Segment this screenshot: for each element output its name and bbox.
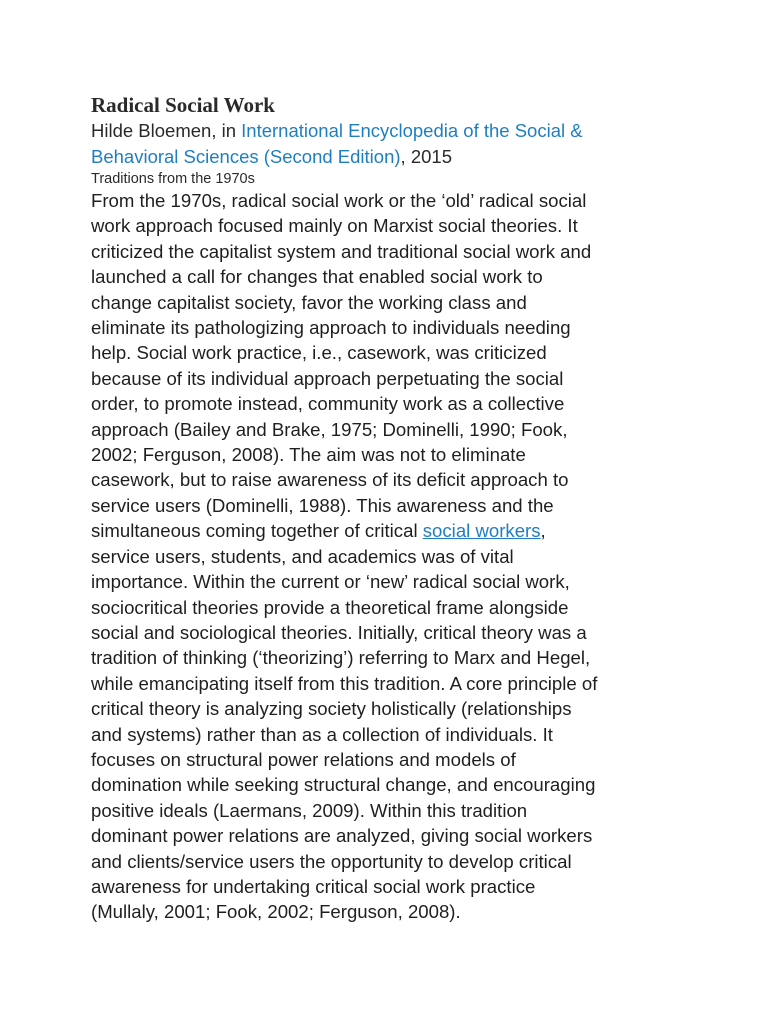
body-line: service users (Dominelli, 1988). This awareness and the: [91, 494, 554, 516]
body-line: focuses on structural power relations and models of: [91, 748, 516, 770]
body-line: approach (Bailey and Brake, 1975; Dominelli, 1990; Fook,: [91, 418, 568, 440]
body-line: awareness for undertaking critical social work practice: [91, 875, 536, 897]
article: [91, 92, 691, 925]
body-line: because of its individual approach perpetuating the social: [91, 367, 564, 389]
article-body: [91, 188, 691, 925]
body-line: and clients/service users the opportunity to develop critical: [91, 850, 572, 872]
source-link-line2: Behavioral Sciences (Second Edition): [91, 146, 401, 167]
body-line-segment: ,: [540, 520, 546, 542]
body-line: (Mullaly, 2001; Fook, 2002; Ferguson, 2008).: [91, 901, 461, 923]
body-line: critical theory is analyzing society holistically (relationships: [91, 698, 572, 720]
body-line: eliminate its pathologizing approach to individuals needing: [91, 317, 571, 339]
publication-year: , 2015: [400, 146, 452, 167]
body-line: 2002; Ferguson, 2008). The aim was not to eliminate: [91, 444, 526, 466]
article-byline: [91, 118, 691, 170]
body-line: criticized the capitalist system and traditional social work and: [91, 240, 592, 262]
social-workers-link[interactable]: social workers: [422, 520, 541, 542]
body-line: launched a call for changes that enabled social work to: [91, 266, 543, 288]
body-line-with-link: [91, 518, 691, 543]
author-name: Hilde Bloemen, in: [91, 120, 242, 141]
body-line: work approach focused mainly on Marxist social theories. It: [91, 215, 578, 237]
body-line-segment: simultaneous coming together of critical: [91, 520, 423, 542]
body-line: help. Social work practice, i.e., casework, was criticized: [91, 342, 547, 364]
body-line: dominant power relations are analyzed, giving social workers: [91, 825, 593, 847]
body-line: while emancipating itself from this tradition. A core principle of: [91, 672, 598, 694]
body-line: social and sociological theories. Initially, critical theory was a: [91, 621, 587, 643]
body-line: casework, but to raise awareness of its deficit approach to: [91, 469, 569, 491]
body-line: order, to promote instead, community work as a collective: [91, 393, 565, 415]
body-line: tradition of thinking (‘theorizing’) referring to Marx and Hegel,: [91, 647, 591, 669]
body-line: positive ideals (Laermans, 2009). Within this tradition: [91, 799, 528, 821]
body-line: and systems) rather than as a collection of individuals. It: [91, 723, 553, 745]
source-link-line1: International Encyclopedia of the Social &: [241, 120, 583, 141]
body-line: From the 1970s, radical social work or the ‘old’ radical social: [91, 190, 587, 211]
body-line: importance. Within the current or ‘new’ radical social work,: [91, 571, 570, 593]
section-heading: Traditions from the 1970s: [91, 171, 255, 187]
body-line: service users, students, and academics was of vital: [91, 545, 514, 567]
body-line: domination while seeking structural change, and encouraging: [91, 774, 596, 796]
body-line: change capitalist society, favor the working class and: [91, 291, 527, 313]
body-line: sociocritical theories provide a theoretical frame alongside: [91, 596, 569, 618]
article-title: Radical Social Work: [91, 93, 275, 117]
